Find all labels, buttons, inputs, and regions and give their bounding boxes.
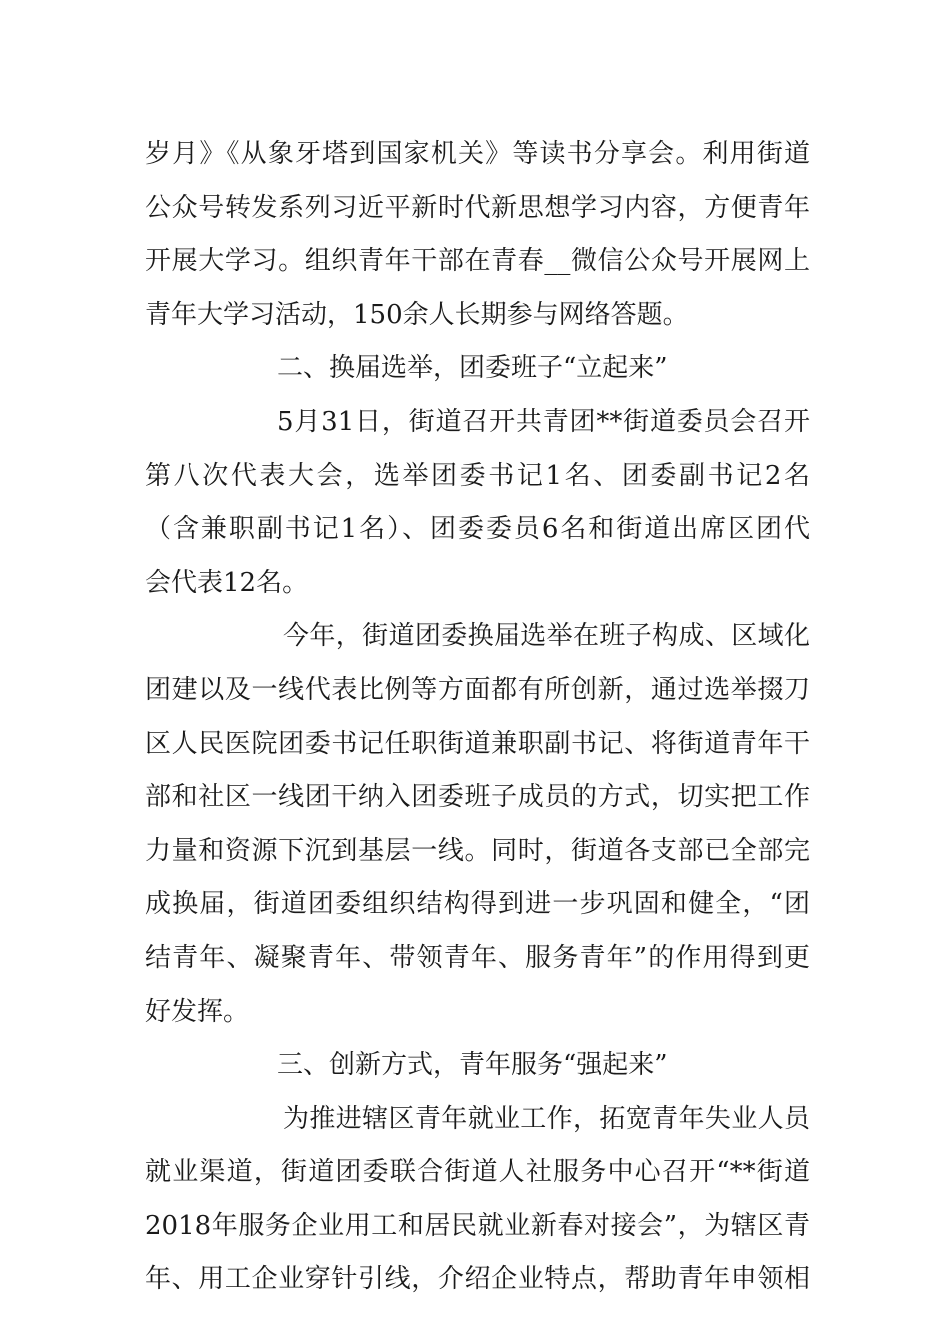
paragraph-line: 部和社区一线团干纳入团委班子成员的方式，切实把工作 xyxy=(145,782,810,813)
paragraph-line: （含兼职副书记1名）、团委委员6名和街道出席区团代 xyxy=(145,514,810,545)
paragraph-line: 青年大学习活动，150余人长期参与网络答题。 xyxy=(145,299,689,330)
paragraph-line: 区人民医院团委书记任职街道兼职副书记、将街道青年干 xyxy=(145,728,810,759)
paragraph-line: 成换届，街道团委组织结构得到进一步巩固和健全，“团 xyxy=(145,889,810,920)
paragraph-line: 年、用工企业穿针引线，介绍企业特点，帮助青年申领相 xyxy=(145,1264,810,1295)
paragraph-line: 力量和资源下沉到基层一线。同时，街道各支部已全部完 xyxy=(145,835,810,866)
paragraph-line: 结青年、凝聚青年、带领青年、服务青年”的作用得到更 xyxy=(145,942,810,973)
document-body xyxy=(145,128,810,1307)
paragraph-line: 2018年服务企业用工和居民就业新春对接会”，为辖区青 xyxy=(145,1210,810,1241)
paragraph-line: 今年，街道团委换届选举在班子构成、区域化 xyxy=(283,621,810,652)
paragraph-line: 会代表12名。 xyxy=(145,567,309,598)
paragraph-line: 开展大学习。组织青年干部在青春__微信公众号开展网上 xyxy=(145,246,810,277)
paragraph-line: 公众号转发系列习近平新时代新思想学习内容，方便青年 xyxy=(145,192,810,223)
paragraph-line: 团建以及一线代表比例等方面都有所创新，通过选举掇刀 xyxy=(145,674,810,705)
paragraph-line: 好发挥。 xyxy=(145,996,250,1027)
paragraph-line: 为推进辖区青年就业工作，拓宽青年失业人员 xyxy=(283,1103,810,1134)
paragraph-line: 岁月》《从象牙塔到国家机关》等读书分享会。利用街道 xyxy=(145,139,810,169)
paragraph-line: 第八次代表大会，选举团委书记1名、团委副书记2名 xyxy=(145,460,810,491)
section-heading: 二、换届选举，团委班子“立起来” xyxy=(277,353,668,384)
section-heading: 三、创新方式，青年服务“强起来” xyxy=(277,1050,668,1081)
paragraph-line: 5月31日，街道召开共青团**街道委员会召开 xyxy=(277,406,810,437)
paragraph-line: 就业渠道，街道团委联合街道人社服务中心召开“**街道 xyxy=(145,1157,810,1188)
